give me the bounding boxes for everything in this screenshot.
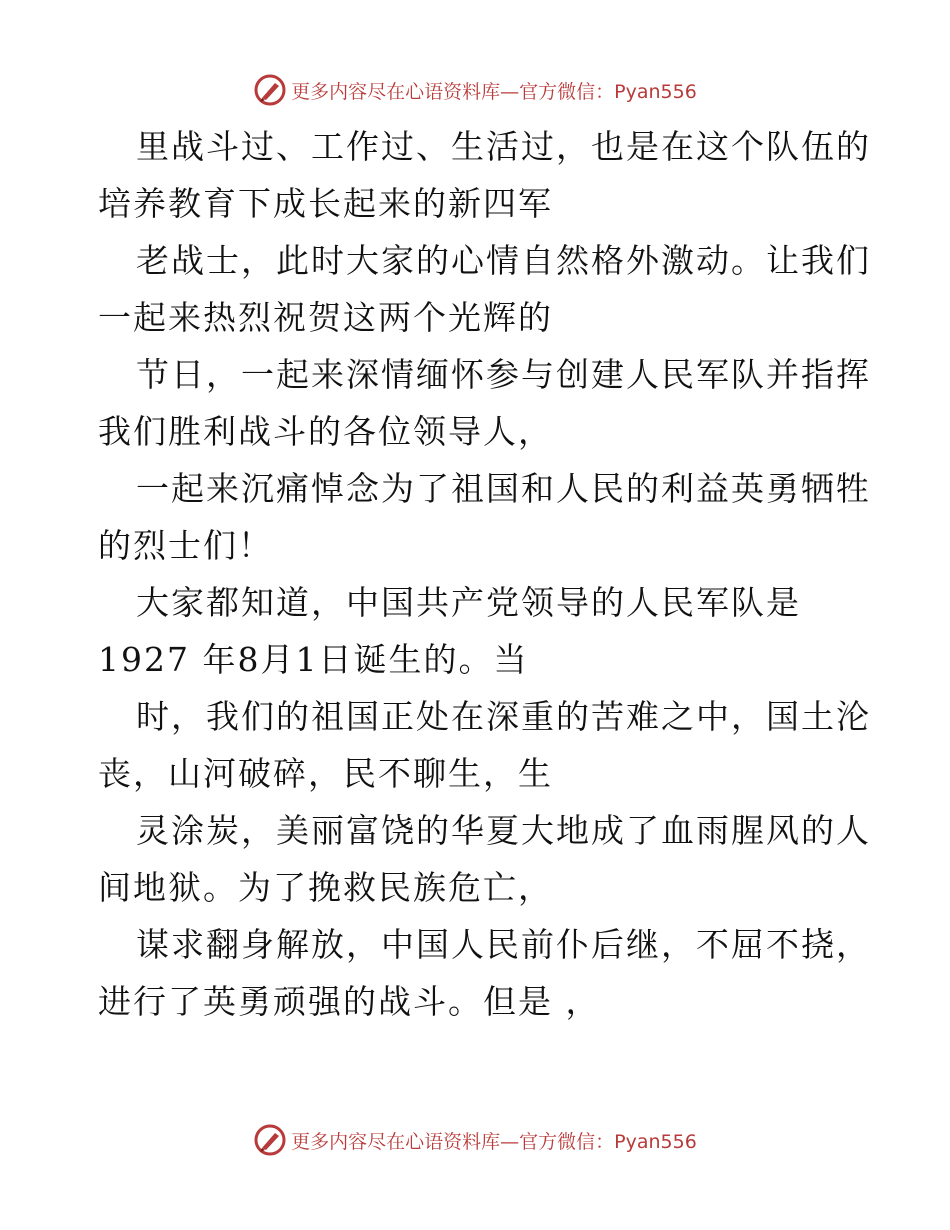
paragraph-line-1: 里战斗过、工作过、生活过，也是在这个队伍的 <box>136 127 871 166</box>
footer-watermark <box>0 1120 950 1160</box>
paragraph <box>98 802 871 916</box>
pen-logo-icon <box>253 73 287 107</box>
paragraph-line-2: 丧，山河破碎，民不聊生，生 <box>98 754 553 793</box>
watermark-text <box>291 77 697 104</box>
paragraph-line-2: 的烈士们！ <box>98 526 273 565</box>
paragraph-line-1: 老战士，此时大家的心情自然格外激动。让我们 <box>136 241 871 280</box>
paragraph-line-1: 节日，一起来深情缅怀参与创建人民军队并指挥 <box>136 355 871 394</box>
paragraph <box>98 916 871 1030</box>
paragraph <box>98 232 871 346</box>
paragraph-line-2: 培养教育下成长起来的新四军 <box>98 184 553 223</box>
watermark-handle: Pyan556 <box>614 80 697 103</box>
paragraph <box>98 460 871 574</box>
paragraph <box>98 574 858 688</box>
paragraph-line-2: 进行了英勇顽强的战斗。但是 ， <box>98 982 601 1021</box>
paragraph <box>98 346 871 460</box>
pen-logo-icon <box>253 1123 287 1157</box>
paragraph-line-2: 我们胜利战斗的各位领导人， <box>98 412 553 451</box>
watermark-text <box>291 1127 697 1154</box>
paragraph-line-2: 1927 年8月1日诞生的。当 <box>98 640 529 679</box>
paragraph-line-1: 谋求翻身解放，中国人民前仆后继，不屈不挠， <box>136 925 871 964</box>
paragraph-line-1: 大家都知道，中国共产党领导的人民军队是 <box>136 583 801 622</box>
paragraph <box>98 688 871 802</box>
paragraph-line-1: 灵涂炭，美丽富饶的华夏大地成了血雨腥风的人 <box>136 811 871 850</box>
paragraph-line-1: 一起来沉痛悼念为了祖国和人民的利益英勇牺牲 <box>136 469 871 508</box>
header-watermark <box>0 70 950 110</box>
paragraph-line-1: 时，我们的祖国正处在深重的苦难之中，国土沦 <box>136 697 871 736</box>
watermark-handle: Pyan556 <box>614 1130 697 1153</box>
paragraph-line-2: 一起来热烈祝贺这两个光辉的 <box>98 298 553 337</box>
document-body <box>98 118 871 1030</box>
watermark-label: 更多内容尽在心语资料库—官方微信： <box>291 1130 615 1153</box>
paragraph <box>98 118 871 232</box>
paragraph-line-2: 间地狱。为了挽救民族危亡， <box>98 868 553 907</box>
watermark-label: 更多内容尽在心语资料库—官方微信： <box>291 80 615 103</box>
